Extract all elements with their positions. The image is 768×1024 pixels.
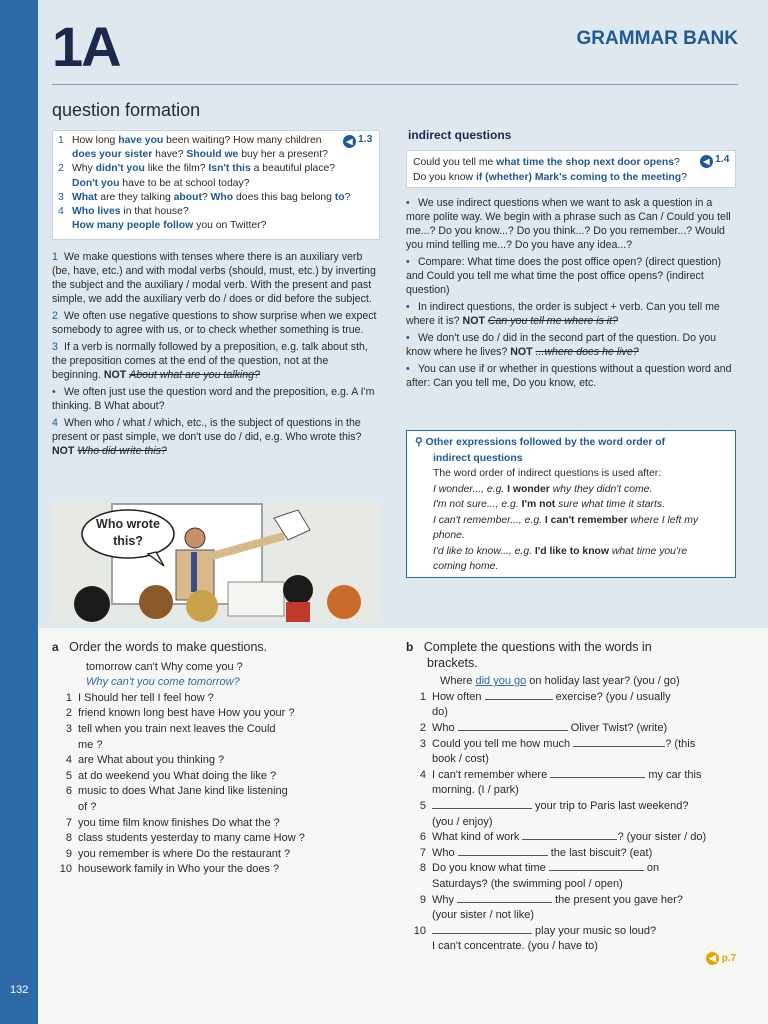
exercise-a xyxy=(52,640,382,878)
student-head xyxy=(186,590,218,622)
paper-stack xyxy=(228,582,284,616)
student-shirt xyxy=(286,602,310,622)
exercise-b-example: Where did you go on holiday last year? (you / go) xyxy=(440,675,680,688)
answer-blank[interactable] xyxy=(432,799,532,809)
student-head xyxy=(327,585,361,619)
rule-item: 1 We make questions with tenses where there is an auxiliary verb (be, have, etc.) and with modal verbs (should, must, etc.) by inverting the subject and the auxiliary / modal verb. With the present and past simple, we add the auxiliary verb do / does or did before the subject. xyxy=(52,251,376,305)
page-reference[interactable]: ◀ p.7 xyxy=(706,952,736,965)
exercise-b-item: I can't concentrate. (you / have to) xyxy=(432,940,598,953)
example-line: does your sister have? Should we buy her a present? xyxy=(72,149,328,161)
exercise-b-item: 7 Who the last biscuit? (eat) xyxy=(419,846,653,859)
answer-blank[interactable] xyxy=(573,737,665,747)
exercise-a-item[interactable]: 9 you remember is where Do the restaurant ? xyxy=(65,847,291,860)
example-line: 3 What are they talking about? Who does this bag belong to? xyxy=(58,191,351,203)
speaker-icon: ◀ xyxy=(343,135,356,148)
rule-item: • We use indirect questions when we want to ask a question in a more polite way. We begin with a phrase such as Can / Could you tell me...? Do you know...? Do you think...? Do you remember...? Would you mind telling me...? Do you have any idea...? xyxy=(406,197,731,251)
rule-item: • You can use if or whether in questions without a question word and after: Can you tell me, Do you know, etc. xyxy=(406,363,732,389)
example-line: Could you tell me what time the shop next door opens? xyxy=(413,157,680,168)
exercise-b xyxy=(406,640,738,955)
back-arrow-icon: ◀ xyxy=(706,952,719,965)
expression-line: phone. xyxy=(433,530,465,541)
exercise-b-item: 1 How often exercise? (you / usually xyxy=(419,690,671,703)
exercise-b-item: 6 What kind of work ? (your sister / do) xyxy=(419,831,707,844)
exercise-a-item[interactable]: 8 class students yesterday to many came How ? xyxy=(65,832,305,845)
exercise-b-item: Saturdays? (the swimming pool / open) xyxy=(432,877,623,890)
expression-line: I'm not sure..., e.g. I'm not sure what time it starts. xyxy=(433,499,665,510)
exercise-b-item: do) xyxy=(432,706,448,719)
example-line: Don't you have to be at school today? xyxy=(72,177,250,189)
indirect-examples-box xyxy=(406,150,736,188)
exercise-a-example-answer: Why can't you come tomorrow? xyxy=(86,676,240,689)
examples-box xyxy=(52,130,380,240)
magnifier-icon: ⚲ xyxy=(415,437,423,448)
exercise-b-item: 5 your trip to Paris last weekend? xyxy=(419,799,689,812)
teacher-head xyxy=(185,528,205,548)
speech-bubble-text: Who wrote this? xyxy=(96,517,160,548)
example-line: How many people follow you on Twitter? xyxy=(72,220,267,232)
audio-track-1-3[interactable]: ◀ 1.3 xyxy=(343,134,372,148)
exercise-a-item[interactable]: of ? xyxy=(78,800,97,813)
exercise-b-item: 10 play your music so loud? xyxy=(413,924,657,937)
exercise-b-item: (your sister / not like) xyxy=(432,909,535,922)
exercise-a-heading: a Order the words to make questions. xyxy=(52,640,268,654)
example-line: 1 How long have you been waiting? How many children xyxy=(58,135,322,146)
exercise-b-item: 2 Who Oliver Twist? (write) xyxy=(419,721,668,734)
example-line: Do you know if (whether) Mark's coming to the meeting? xyxy=(413,172,687,183)
student-head xyxy=(139,585,173,619)
expression-line: coming home. xyxy=(433,561,499,572)
teacher-tie xyxy=(191,552,197,592)
exercise-a-item[interactable]: 4 are What about you thinking ? xyxy=(65,754,225,767)
example-line: 4 Who lives in that house? xyxy=(58,206,189,218)
page-edge-bar xyxy=(0,0,38,1024)
exercise-a-items xyxy=(52,691,382,878)
exercise-a-item[interactable]: 10 housework family in Who your the does ? xyxy=(59,863,280,876)
exercise-a-item[interactable]: me ? xyxy=(78,738,103,751)
answer-blank[interactable] xyxy=(457,893,552,903)
rule-item: • We don't use do / did in the second part of the question. Do you know where he lives? NOT ...where does he live? xyxy=(406,332,717,358)
expression-line: I can't remember..., e.g. I can't remember where I left my xyxy=(433,514,699,526)
indirect-questions-title: indirect questions xyxy=(408,128,512,142)
other-expressions-title: ⚲ Other expressions followed by the word order of xyxy=(415,437,666,448)
exercise-b-heading: b Complete the questions with the words in xyxy=(406,640,652,654)
header-divider xyxy=(52,84,738,85)
exercise-a-item[interactable]: 2 friend known long best have How you your ? xyxy=(65,707,295,720)
exercise-a-item[interactable]: 1 I Should her tell I feel how ? xyxy=(65,691,214,704)
answer-blank[interactable] xyxy=(550,768,645,778)
exercise-a-item[interactable]: 5 at do weekend you What doing the like ? xyxy=(65,769,277,782)
answer-blank[interactable] xyxy=(458,846,548,856)
exercise-b-item: (you / enjoy) xyxy=(432,815,493,828)
audio-track-1-4[interactable]: ◀ 1.4 xyxy=(700,154,729,168)
bank-title: GRAMMAR BANK xyxy=(576,28,738,49)
rules-list xyxy=(52,250,380,461)
unit-code: 1A xyxy=(52,15,120,78)
exercise-a-item[interactable]: 3 tell when you train next leaves the Could xyxy=(65,722,276,735)
speaker-icon: ◀ xyxy=(700,155,713,168)
expression-line: I wonder..., e.g. I wonder why they didn't come. xyxy=(433,483,653,495)
exercise-b-item: 8 Do you know what time on xyxy=(419,862,660,875)
section-title: question formation xyxy=(52,100,201,120)
exercise-b-items xyxy=(406,690,738,955)
answer-blank[interactable] xyxy=(432,924,532,934)
classroom-illustration xyxy=(52,502,380,622)
rule-item: • We often just use the question word and the preposition, e.g. A I'm thinking. B What about? xyxy=(52,386,375,412)
other-expressions-subtitle: indirect questions xyxy=(433,452,523,464)
exercise-b-item: book / cost) xyxy=(432,753,489,766)
exercise-a-item[interactable]: 6 music to does What Jane kind like listening xyxy=(65,785,288,798)
indirect-rules-list xyxy=(406,196,736,393)
rule-item: 4 When who / what / which, etc., is the subject of questions in the present or past simple, we don't use do / did, e.g. Who wrote this? NOT Who did write this? xyxy=(52,417,362,457)
rule-item: 2 We often use negative questions to show surprise when we expect somebody to agree with us, or to check whether something is true. xyxy=(52,310,377,336)
example-line: 2 Why didn't you like the film? Isn't this a beautiful place? xyxy=(58,163,336,175)
other-expressions-box xyxy=(406,430,736,578)
other-expressions-intro: The word order of indirect questions is used after: xyxy=(433,468,662,479)
student-head xyxy=(74,586,110,622)
exercise-b-item: 4 I can't remember where my car this xyxy=(419,768,702,781)
exercise-a-item[interactable]: 7 you time film know finishes Do what the ? xyxy=(65,816,280,829)
rule-item: 3 If a verb is normally followed by a preposition, e.g. talk about sth, the preposition comes at the end of the question, not at the beginning. NOT About what are you talking? xyxy=(52,341,368,381)
answer-blank[interactable] xyxy=(549,861,644,871)
answer-blank[interactable] xyxy=(485,690,553,700)
page-number: 132 xyxy=(10,984,29,996)
rule-item: • Compare: What time does the post office open? (direct question) and Could you tell me what time the post office opens? (indirect question) xyxy=(406,256,722,296)
rule-item: • In indirect questions, the order is subject + verb. Can you tell me where it is? NOT Can you tell me where is it? xyxy=(406,301,720,327)
answer-blank[interactable] xyxy=(458,721,568,731)
exercise-b-item: 9 Why the present you gave her? xyxy=(419,893,683,906)
student-head xyxy=(283,575,313,605)
exercise-a-example: tomorrow can't Why come you ? xyxy=(86,660,243,673)
answer-blank[interactable] xyxy=(522,830,617,840)
exercise-b-item: 3 Could you tell me how much ? (this xyxy=(419,737,696,750)
expression-line: I'd like to know..., e.g. I'd like to know what time you're xyxy=(433,545,688,557)
exercise-b-item: morning. (I / park) xyxy=(432,784,519,797)
exercise-b-heading-cont: brackets. xyxy=(427,655,478,670)
